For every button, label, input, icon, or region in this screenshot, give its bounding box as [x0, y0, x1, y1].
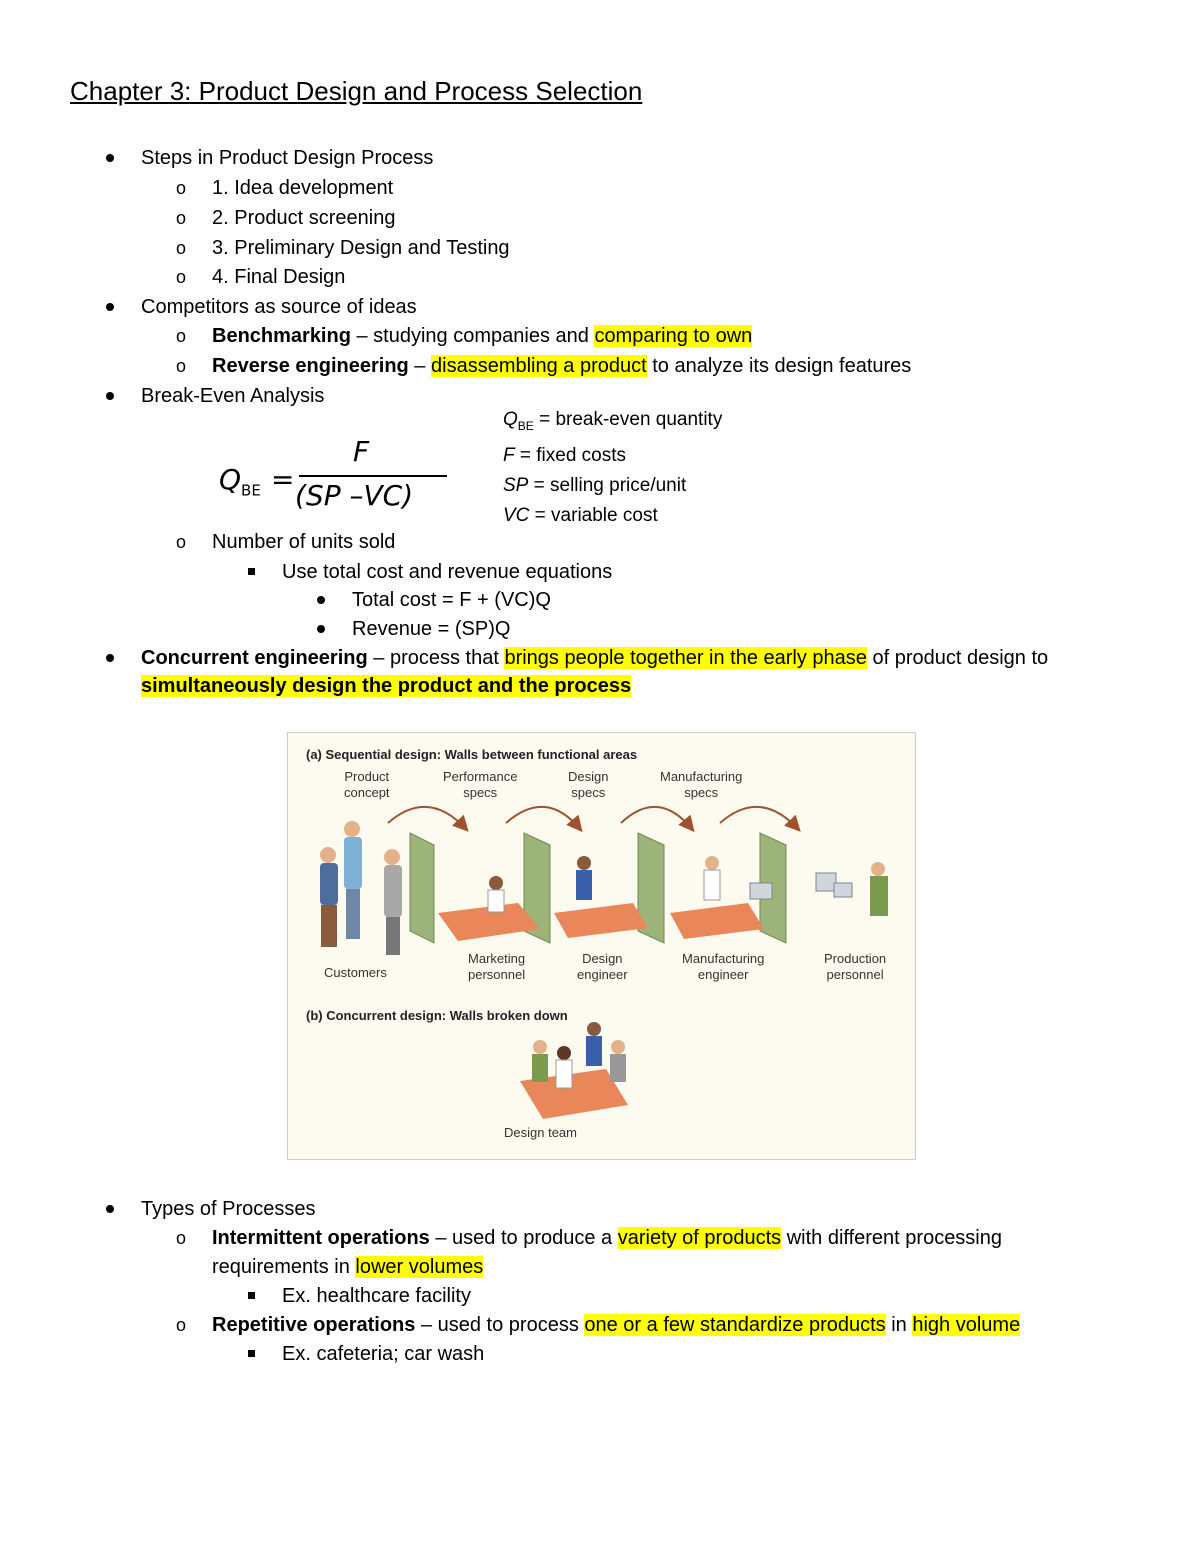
step-item: 4. Final Design — [212, 266, 346, 288]
square-bullet — [248, 1350, 255, 1357]
units-sold: Number of units sold — [212, 531, 396, 553]
reverse-text: – — [408, 355, 431, 377]
concurrent-line-1 — [141, 645, 1048, 671]
total-cost-equation: Total cost = F + (VC)Q — [352, 589, 551, 611]
square-bullet — [248, 1292, 255, 1299]
sub-bullet-marker: o — [176, 238, 187, 258]
figure-heading-b: (b) Concurrent design: Walls broken down — [306, 1008, 568, 1023]
figure-bottom-label: Design engineer — [577, 951, 628, 982]
concurrent-line-2 — [141, 673, 631, 699]
sub-bullet-marker: o — [176, 267, 187, 287]
concurrent-highlight: brings people together in the early phase — [504, 647, 867, 669]
step-item: 1. Idea development — [212, 177, 394, 199]
repetitive-line — [212, 1312, 1020, 1338]
fraction-bar — [299, 475, 447, 477]
figure-top-label: Product concept — [344, 769, 390, 800]
concurrent-text: – process that — [367, 647, 505, 669]
formula-numerator: F — [353, 435, 370, 468]
sub-bullet-marker: o — [176, 326, 187, 346]
formula-denominator: (SP –VC) — [295, 479, 414, 512]
bullet-dot — [106, 303, 114, 311]
repetitive-highlight: high volume — [912, 1314, 1021, 1336]
intermittent-text: with different processing — [781, 1227, 1002, 1249]
legend-item: F = fixed costs — [503, 444, 627, 466]
figure-illustration — [288, 733, 915, 1159]
formula-lhs: $Q_{BE}$ — [219, 463, 261, 500]
intermittent-line-1 — [212, 1225, 1002, 1251]
repetitive-text: in — [885, 1314, 913, 1336]
sub-bullet-marker: o — [176, 178, 187, 198]
concurrent-design-figure — [287, 732, 916, 1160]
legend-item: SP = selling price/unit — [503, 474, 687, 496]
figure-bottom-label: Manufacturing engineer — [682, 951, 765, 982]
step-item: 3. Preliminary Design and Testing — [212, 237, 510, 259]
legend-item: VC = variable cost — [503, 504, 658, 526]
reverse-highlight: disassembling a product — [431, 355, 647, 377]
bullet-dot — [106, 1205, 114, 1213]
intermittent-line-2 — [212, 1254, 483, 1280]
intermittent-highlight: variety of products — [617, 1227, 782, 1249]
formula-equals: = — [271, 463, 295, 496]
figure-bottom-label: Customers — [324, 965, 387, 980]
benchmarking-highlight: comparing to own — [594, 325, 753, 347]
intermittent-text: requirements in — [212, 1256, 356, 1278]
intermittent-term: Intermittent operations — [212, 1227, 430, 1249]
page-title: Chapter 3: Product Design and Process Selection — [70, 76, 643, 106]
competitors-heading: Competitors as source of ideas — [141, 296, 417, 318]
square-bullet — [248, 568, 255, 575]
figure-team-label: Design team — [504, 1125, 577, 1140]
repetitive-highlight: one or a few standardize products — [584, 1314, 886, 1336]
bullet-dot — [106, 392, 114, 400]
figure-heading-a: (a) Sequential design: Walls between functional areas — [306, 747, 638, 762]
figure-top-label: Design specs — [568, 769, 609, 800]
breakeven-heading: Break-Even Analysis — [141, 385, 325, 407]
formula-legend — [503, 405, 722, 531]
bullet-dot — [106, 654, 114, 662]
sub-bullet-marker: o — [176, 356, 187, 376]
figure-top-label: Performance specs — [443, 769, 518, 800]
reverse-term: Reverse engineering — [212, 355, 409, 377]
steps-heading: Steps in Product Design Process — [141, 147, 434, 169]
concurrent-highlight: simultaneously design the product and the process — [141, 675, 632, 697]
sub-bullet-marker: o — [176, 208, 187, 228]
repetitive-term: Repetitive operations — [212, 1314, 416, 1336]
use-equations: Use total cost and revenue equations — [282, 561, 613, 583]
intermittent-highlight: lower volumes — [355, 1256, 484, 1278]
figure-top-label: Manufacturing specs — [660, 769, 743, 800]
sub-bullet-marker: o — [176, 1315, 187, 1335]
reverse-tail: to analyze its design features — [646, 355, 912, 377]
intermittent-example: Ex. healthcare facility — [282, 1285, 471, 1307]
figure-bottom-label: Production personnel — [824, 951, 887, 982]
sub-bullet-marker: o — [176, 1228, 187, 1248]
breakeven-formula — [215, 435, 445, 527]
bullet-dot — [317, 625, 325, 633]
legend-item: $Q_{BE}$ = break-even quantity — [503, 409, 723, 433]
figure-bottom-label: Marketing personnel — [468, 951, 526, 982]
bullet-dot — [317, 596, 325, 604]
benchmarking-term: Benchmarking — [212, 325, 351, 347]
benchmarking-line — [212, 323, 752, 349]
concurrent-text: of product design to — [866, 647, 1049, 669]
intermittent-text: – used to produce a — [429, 1227, 618, 1249]
processes-heading: Types of Processes — [141, 1198, 316, 1220]
bullet-dot — [106, 154, 114, 162]
reverse-engineering-line — [212, 353, 911, 379]
revenue-equation: Revenue = (SP)Q — [352, 618, 511, 640]
step-item: 2. Product screening — [212, 207, 396, 229]
repetitive-text: – used to process — [415, 1314, 585, 1336]
benchmarking-text: – studying companies and — [350, 325, 595, 347]
repetitive-example: Ex. cafeteria; car wash — [282, 1343, 485, 1365]
concurrent-term: Concurrent engineering — [141, 647, 368, 669]
sub-bullet-marker: o — [176, 532, 187, 552]
